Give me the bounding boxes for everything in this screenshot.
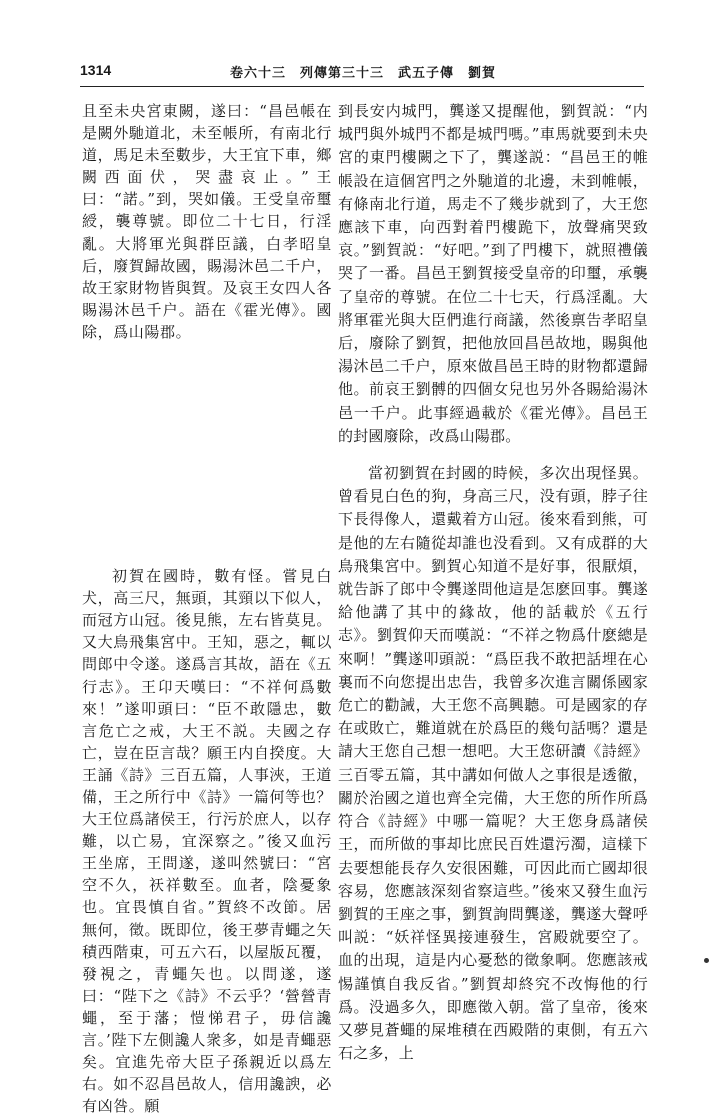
page-header — [80, 60, 640, 84]
translation-column — [338, 100, 648, 1065]
header-rule — [80, 86, 644, 87]
original-text-column — [82, 100, 332, 1117]
column-spacer — [338, 448, 648, 462]
page-number: 1314 — [80, 62, 112, 78]
original-paragraph-2: 初賀在國時，數有怪。嘗見白犬，高三尺，無頭，其頸以下似人，而冠方山冠。後見熊，左右皆莫見。又大鳥飛集宮中。王知，惡之，輒以問郎中令遂。遂爲言其故，語在《五行志》。王卬天嘆曰：“不祥何爲數來！”遂叩頭曰：“臣不敢隱忠，數言危亡之戒，大王不説。夫國之存亡，豈在臣言哉？願王内自揆度。大王誦《詩》三百五篇，人事浹，王道備，王之所行中《詩》一篇何等也？大王位爲諸侯王，行污於庶人，以存難，以亡易，宜深察之。”後又血污王坐席，王問遂，遂叫然號曰：“宮空不久，祆祥數至。血者，陰憂象也。宜畏慎自省。”賀終不改節。居無何，徵。既即位，後王夢青蠅之矢積西階東，可五六石，以屋版瓦覆，發視之，青蠅矢也。以問遂，遂曰：“陛下之《詩》不云乎？‘營營青蠅，至于藩；愷悌君子，毋信讒言。’陛下左側讒人衆多，如是青蠅惡矣。宜進先帝大臣子孫親近以爲左右。如不忍昌邑故人，信用讒諛，必有凶咎。願 — [82, 567, 332, 1116]
scan-dot — [704, 958, 709, 963]
column-spacer — [82, 343, 332, 565]
running-head: 卷六十三 列傳第三十三 武五子傳 劉賀 — [230, 66, 497, 81]
translation-paragraph-1: 到長安内城門，龔遂又提醒他，劉賀説：“内城門與外城門不都是城門嗎。”車馬就要到未央宮的東門樓闕之下了，龔遂説：“昌邑王的帷帳設在這個宮門之外馳道的北邊，未到帷帳，有條南北行道，馬走不了幾步就到了，大王您應該下車，向西對着門樓跪下，放聲痛哭致哀。”劉賀説：“好吧。”到了門樓下，就照禮儀哭了一番。昌邑王劉賀接受皇帝的印璽，承襲了皇帝的尊號。在位二十七天，行爲淫亂。大將軍霍光與大臣們進行商議，然後禀告孝昭皇后，廢除了劉賀，把他放回昌邑故地，賜與他湯沐邑二千户，原來做昌邑王時的財物都還歸他。前哀王劉髆的四個女兒也另外各賜給湯沐邑一千户。此事經過載於《霍光傳》。昌邑王的封國廢除，改爲山陽郡。 — [338, 102, 648, 445]
translation-paragraph-2: 當初劉賀在封國的時候，多次出現怪異。曾看見白色的狗，身高三尺，没有頭，脖子往下長得像人，還戴着方山冠。後來看到熊，可是他的左右隨從却誰也没看到。又有成群的大鳥飛集宮中。劉賀心知道不是好事，很厭煩，就告訴了郎中令龔遂問他這是怎麽回事。龔遂給他講了其中的緣故，他的話載於《五行志》。劉賀仰天而嘆説：“不祥之物爲什麽總是來啊！”龔遂叩頭説：“爲臣我不敢把話埋在心裏而不向您提出忠告，我曾多次進言關係國家危亡的勸誡，大王您不高興聽。可是國家的存在或敗亡，難道就在於爲臣的幾句話嗎？還是請大王您自己想一想吧。大王您研讀《詩經》三百零五篇，其中講如何做人之事很是透徹，關於治國之道也齊全完備，大王您的所作所爲符合《詩經》中哪一篇呢？大王您身爲諸侯王，而所做的事却比庶民百姓還污濁，這樣下去要想能長存久安很困難，可因此而亡國却很容易，您應該深刻省察這些。”後來又發生血污劉賀的王座之事，劉賀詢問龔遂，龔遂大聲呼叫説：“妖祥怪異接連發生，宮殿就要空了。血的出現，這是内心憂愁的徵象啊。您應該戒惕謹慎自我反省。”劉賀却終究不改悔他的行爲。没過多久，即應徵入朝。當了皇帝，後來又夢見蒼蠅的屎堆積在西殿階的東側，有五六石之多，上 — [338, 464, 648, 1063]
original-paragraph-1: 且至未央宮東闕，遂曰：“昌邑帳在是闕外馳道北，未至帳所，有南北行道，馬足未至數步，大王宜下車，鄉闕西面伏，哭盡哀止。”王曰：“諾。”到，哭如儀。王受皇帝璽綬，襲尊號。即位二十七日，行淫亂。大將軍光與群臣議，白孝昭皇后，廢賀歸故國，賜湯沐邑二千户，故王家財物皆與賀。及哀王女四人各賜湯沐邑千户。語在《霍光傳》。國除，爲山陽郡。 — [82, 102, 332, 341]
